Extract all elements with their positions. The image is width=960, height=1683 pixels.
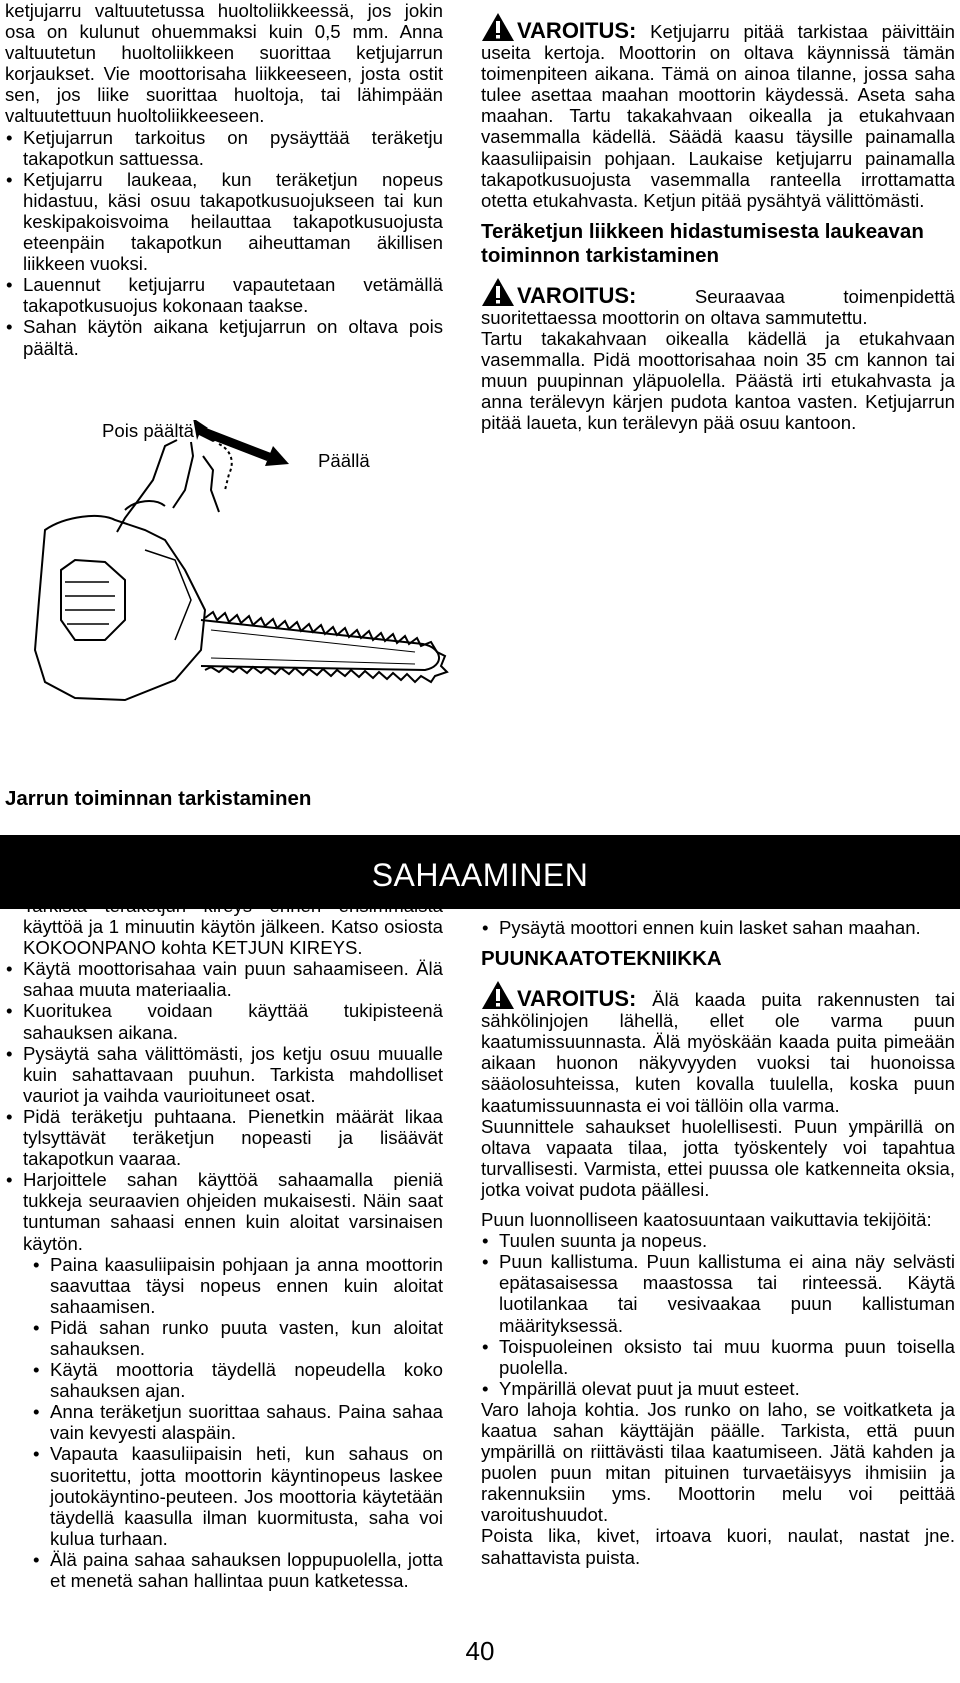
left-bottom-column [5, 895, 443, 1591]
important-title: TÄRKEÄÄ [5, 869, 108, 892]
warning-icon [481, 980, 515, 1010]
list-item: • Kuoritukea voidaan käyttää tukipisteenä sahauksen aikana. [5, 1000, 443, 1042]
right-top-column [481, 12, 955, 434]
label-on: Päällä [318, 450, 370, 471]
list-item: • Käytä moottorisahaa vain puun sahaamiseen. Älä sahaa muuta materiaalia. [5, 958, 443, 1000]
list-item: • Harjoittele sahan käyttöä sahaamalla pieniä tukkeja seuraavien ohjeiden mukaisesti. Näin saat tuntuman sahaasi ennen kuin aloitat varsinaisen käytön. [5, 1169, 443, 1253]
list-item: • Anna teräketjun suorittaa sahaus. Paina sahaa vain kevyesti alaspäin. [32, 1401, 443, 1443]
warning-block-3 [481, 980, 955, 1116]
list-item: • Paina kaasuliipaisin pohjaan ja anna moottorin saavuttaa täysi nopeus ennen kuin aloitat sahaamisen. [32, 1254, 443, 1317]
chain-teeth [205, 612, 447, 682]
warning-text: Älä kaada puita rakennusten tai sähkölinjojen lähellä, ellet ole varma puun kaatumissuunnasta. Älä myöskään kaada puita pimeään aikaan huonon näkyvyyden vuoksi tai huonoissa sääolosuhteissa, kuten kovalla tuulella, koska puun kaatumissuunnasta ei voi tällöin olla varma. [481, 989, 955, 1116]
factors-intro: Puun luonnolliseen kaatosuuntaan vaikuttavia tekijöitä: [481, 1209, 932, 1231]
page-number: 40 [465, 1636, 495, 1666]
list-item: • Pidä teräketju puhtaana. Pienetkin määrät likaa tylsyttävät teräketjun nopeasti ja lisäävät takapotkun vaaraa. [5, 1106, 443, 1169]
brake-check-title: Jarrun toiminnan tarkistaminen [5, 787, 312, 810]
plan-text: Suunnittele sahaukset huolellisesti. Puun ympärillä on oltava vapaata tilaa, jotta työskentely voi tapahtua turvallisesti. Varmista, ettei puussa ole katkenneita oksia, jotka voivat pudota päällesi. [481, 1115, 955, 1200]
list-item: • Ympärillä olevat puut ja muut esteet. [481, 1378, 955, 1399]
brake-bullets [5, 127, 443, 359]
list-item: • Tuulen suunta ja nopeus. [481, 1230, 955, 1251]
list-item: • Toispuoleinen oksisto tai muu kuorma puun toisella puolella. [481, 1336, 955, 1378]
right-bottom-column [481, 917, 955, 1568]
stop-bullet [481, 917, 955, 938]
brake-service-text: ketjujarru valtuutetussa huoltoliikkeessä, jos jokin osa on kulunut ohuemmaksi kuin 0,5 mm. Anna valtuutetun huoltoliikkeen suorittaa ketjujarrun korjaukset. Vie moottorisaha liikkeeseen, josta ostit sen, jos liike suorittaa huoltoja, tai lähimpään valtuutettuun huoltoliikkeeseen. [5, 0, 443, 127]
remove-text: Poista lika, kivet, irtoava kuori, naulat, nastat jne. sahattavista puista. [481, 1525, 955, 1568]
rot-text: Varo lahoja kohtia. Jos runko on laho, se voitkatketa ja kaatua sahan käyttäjän päälle. Tarkista, että puun ympärillä on riittävästi tilaa kaatumiseen. Jätä kahden ja puolen puun mitan pituinen turvaetäisyys ihmisiin ja rakennuksiin yms. Moottorin melu voi peittää varoitushuudot. [481, 1398, 955, 1526]
warning-heading: VAROITUS: [517, 18, 637, 43]
warning-text: Seuraavaa toimenpidettä suoritettaessa moottorin on oltava sammutettu. [481, 285, 955, 328]
warning-icon [481, 12, 515, 42]
list-item: • Vapauta kaasuliipaisin heti, kun sahaus on suoritettu, jotta moottorin käyntinopeus laskee joutokäyntino-peuteen. Jos moottoria käytetään täydellä kaasulla ilman kuormitusta, saha voi kulua turhaan. [32, 1443, 443, 1548]
felling-title: PUUNKAATOTEKNIIKKA [481, 947, 722, 971]
list-item: • Pidä sahan runko puuta vasten, kun aloitat sahauksen. [32, 1317, 443, 1359]
banner-title: SAHAAMINEN [371, 857, 589, 893]
warning-text: Ketjujarru pitää tarkistaa päivittäin useita kertoja. Moottorin on oltava käynnissä tämän toimenpiteen aikana. Tämä on ainoa tilanne, jossa saha tulee asettaa maahan moottorin käydessä. Aseta saha maahan. Tartu takakahvaan oikealla ja etukahvaan vasemmalla kädellä. Säädä kaasu täysille painamalla kaasuliipaisin pohjaan. Laukaise ketjujarru painamalla takapotkusuojusta vasemmalla ranteella irrottamatta otetta etukahvasta. Ketjun pitää pysähtyä välittömästi. [481, 21, 955, 211]
warning-heading: VAROITUS: [517, 986, 637, 1012]
warning-block-1 [481, 12, 955, 211]
warning-icon [481, 277, 515, 307]
practice-sub-bullets [5, 1254, 443, 1592]
list-item: • Tarkista teräketjun kireys ennen ensimmäistä käyttöä ja 1 minuutin käytön jälkeen. Katso osiosta KOKOONPANO kohta KETJUN KIREYS. [5, 895, 443, 958]
list-item: • Lauennut ketjujarru vapautetaan vetämällä takapotkusuojus kokonaan taakse. [5, 274, 443, 316]
warning-heading: VAROITUS: [517, 282, 637, 308]
inertia-check-title: Teräketjun liikkeen hidastumisesta laukeavan toiminnon tarkistaminen [481, 219, 924, 267]
list-item: • Pysäytä saha välittömästi, jos ketju osuu muualle kuin sahattavaan puuhun. Tarkista mahdolliset vauriot ja vaihda vaurioituneet osat. [5, 1043, 443, 1106]
important-bullets [5, 895, 443, 1254]
list-item: • Käytä moottoria täydellä nopeudella koko sahauksen ajan. [32, 1359, 443, 1401]
list-item: • Pysäytä moottori ennen kuin lasket sahan maahan. [481, 917, 955, 938]
inertia-check-text: Tartu takakahvaan oikealla kädellä ja etukahvaan vasemmalla. Pidä moottorisahaa noin 35 cm kannon tai muun puupinnan yläpuolella. Päästä irti etukahvasta ja anna terälevyn kärjen pudota kantoa vasten. Ketjujarrun pitää laueta, kun terälevyn pää osuu kantoon. [481, 328, 955, 434]
factor-bullets [481, 1230, 955, 1399]
warning-block-2 [481, 277, 955, 328]
list-item: • Älä paina sahaa sahauksen loppupuolella, jotta et menetä sahan hallintaa puun katketessa. [32, 1549, 443, 1591]
list-item: • Puun kallistuma. Puun kallistuma ei aina näy selvästi epätasaisessa maastossa tai rinteessä. Käytä luotilankaa tai vesivaakaa puun kallistuman määrityksessä. [481, 1251, 955, 1335]
chainsaw-illustration [5, 420, 460, 778]
chain-brake-figure [5, 420, 460, 778]
double-arrow-icon [193, 420, 289, 466]
left-top-column [5, 0, 443, 359]
list-item: • Ketjujarru laukeaa, kun teräketjun nopeus hidastuu, käsi osuu takapotkusuojukseen tai kun keskipakoisvoima heilauttaa takapotkusuojusta eteenpäin takapotkun aiheuttaman äkillisen liikkeen vuoksi. [5, 169, 443, 274]
label-off: Pois päältä [102, 420, 194, 441]
list-item: • Ketjujarrun tarkoitus on pysäyttää teräketju takapotkun sattuessa. [5, 127, 443, 169]
list-item: • Sahan käytön aikana ketjujarrun on oltava pois päältä. [5, 316, 443, 358]
